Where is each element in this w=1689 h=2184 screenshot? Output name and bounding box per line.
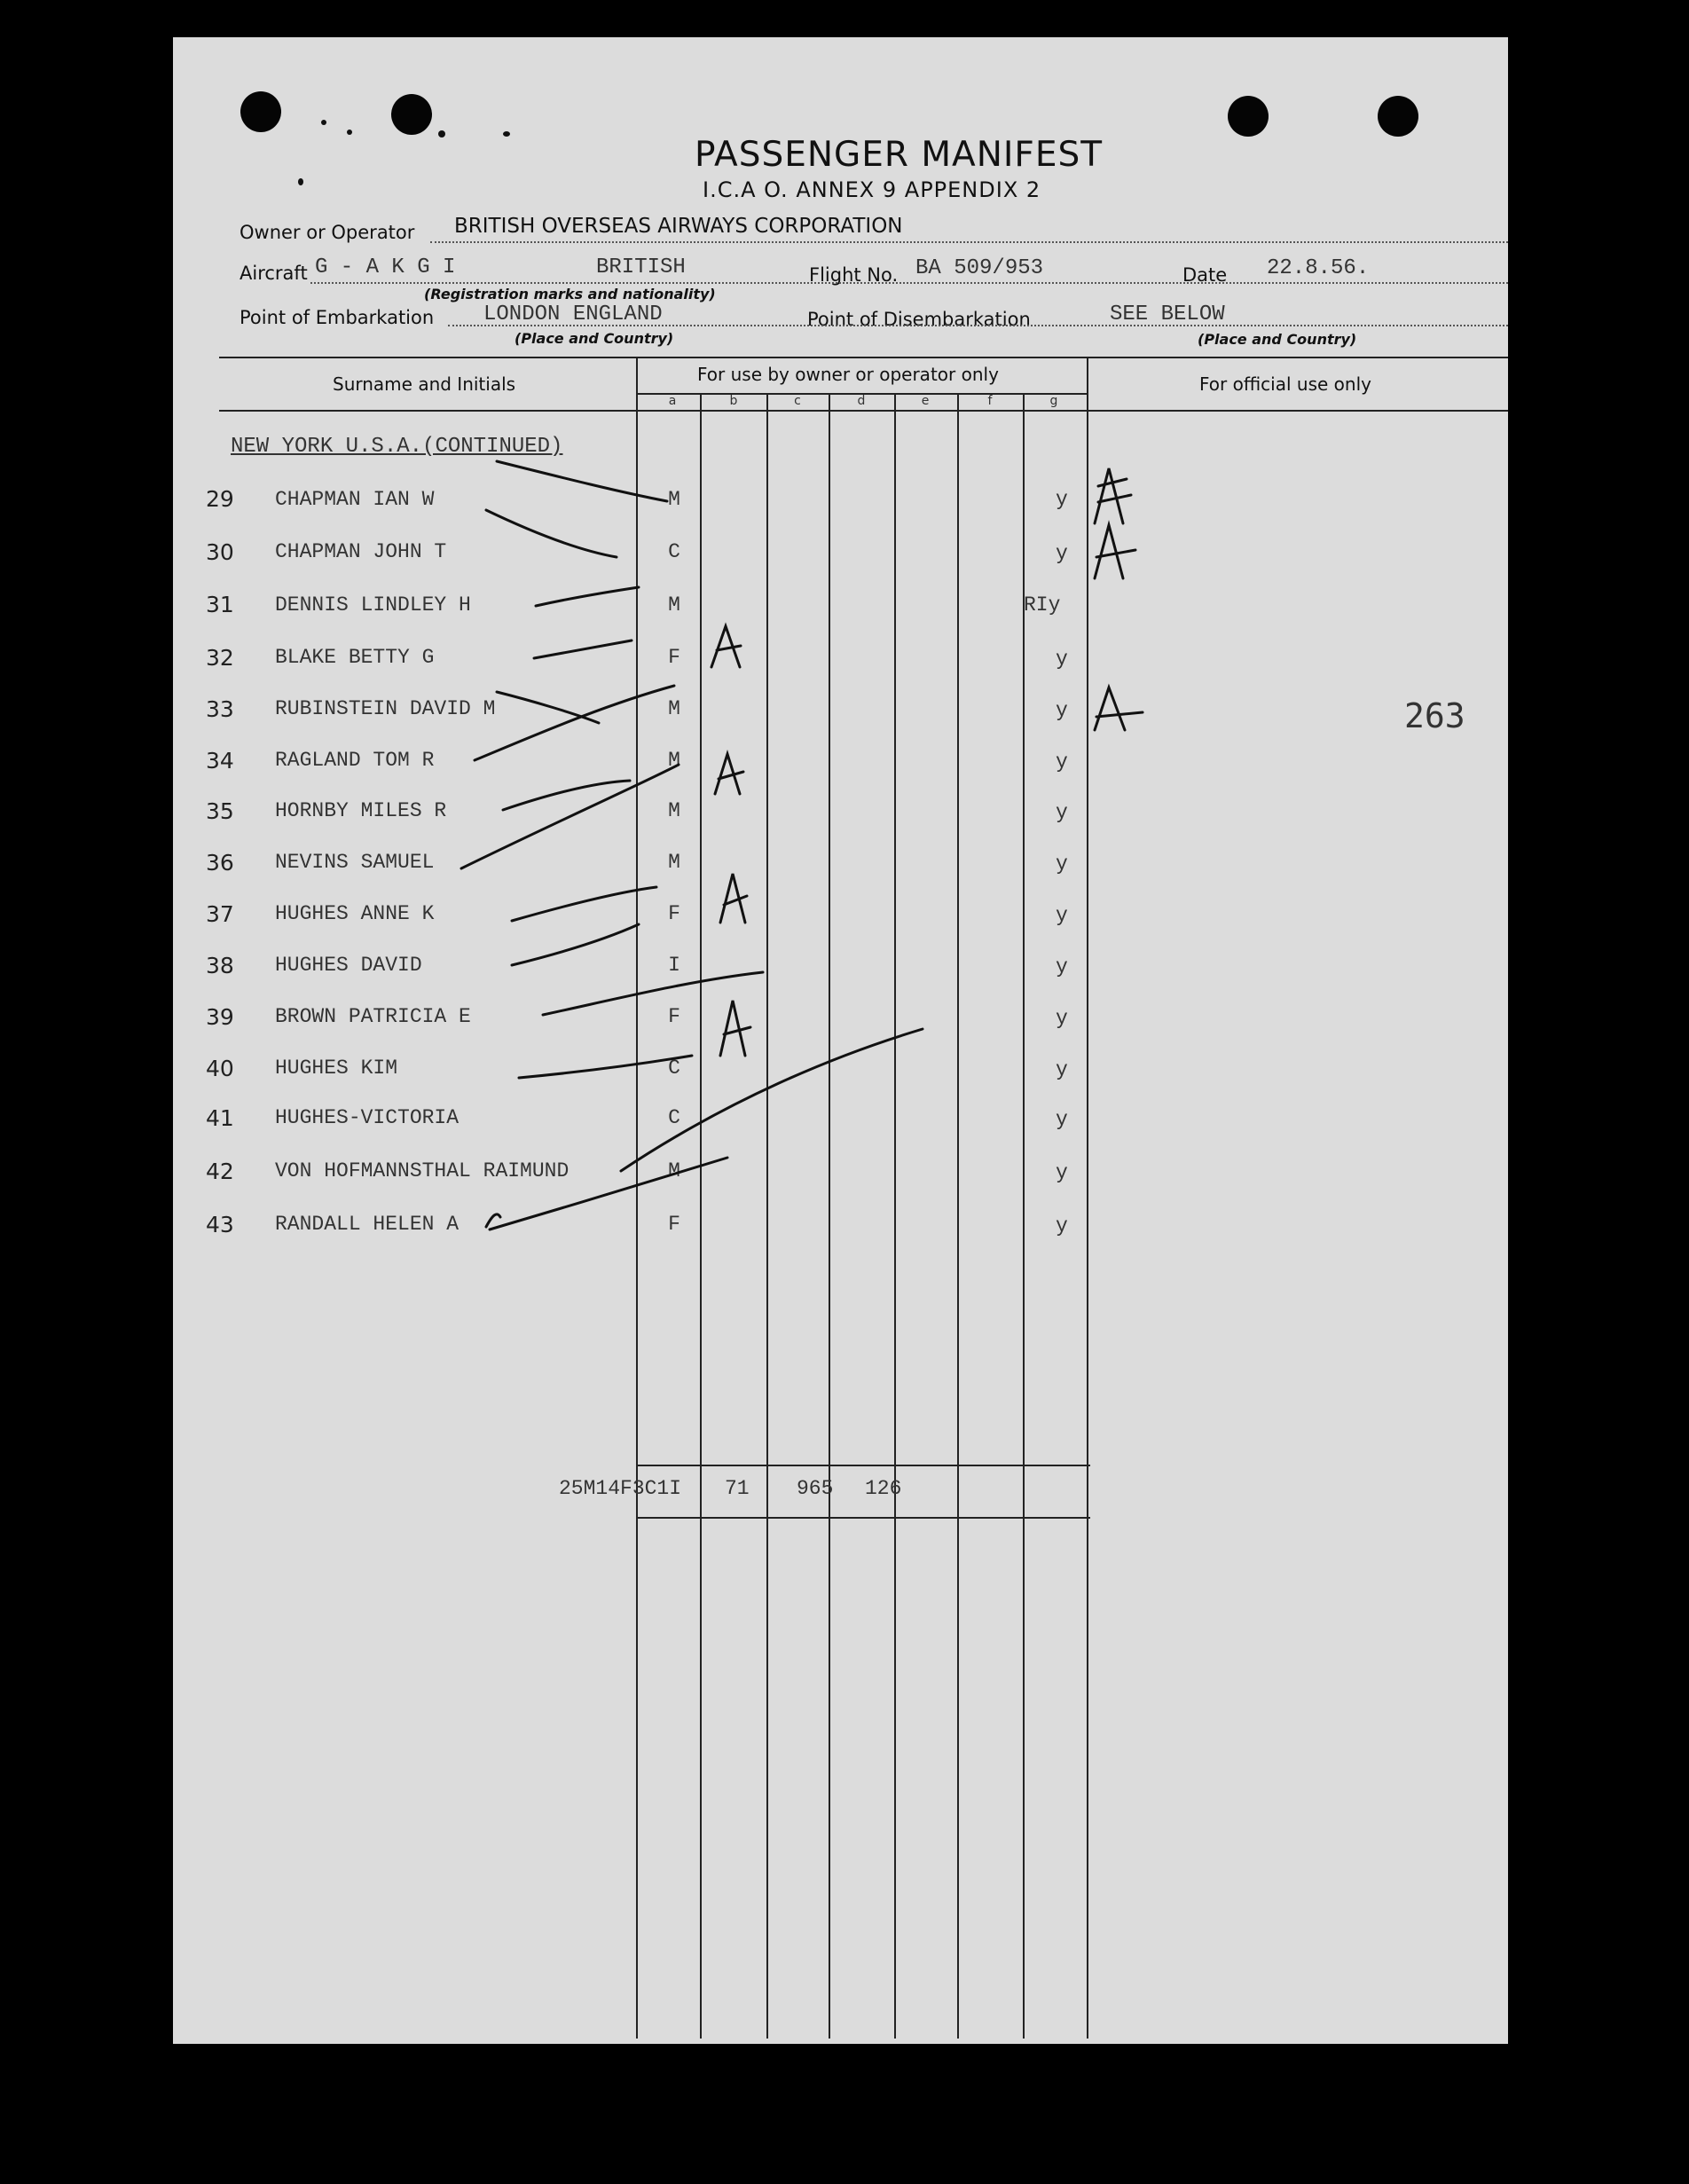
row-code: F	[668, 902, 680, 925]
row-number: 34	[206, 748, 234, 774]
row-number: 32	[206, 645, 234, 671]
row-name: HUGHES DAVID	[275, 954, 422, 977]
row-code: C	[668, 1106, 680, 1129]
col-letter-g: g	[1049, 394, 1058, 408]
row-flag: y	[1056, 1214, 1068, 1237]
row-number: 30	[206, 539, 234, 565]
official-header: For official use only	[1199, 373, 1371, 395]
row-name: RANDALL HELEN A	[275, 1213, 460, 1236]
col-letter-a: a	[668, 394, 677, 408]
row-flag: y	[1056, 1058, 1068, 1081]
row-flag: y	[1056, 699, 1068, 722]
handwritten-a-mark	[720, 1001, 750, 1056]
aircraft-reg: G - A K G I	[315, 255, 456, 279]
row-code: M	[668, 851, 680, 874]
totals-summary: 25M14F3C1I	[559, 1477, 682, 1500]
pen-stroke	[486, 1214, 500, 1227]
totals-d: 126	[865, 1477, 902, 1500]
row-name: BROWN PATRICIA E	[275, 1005, 471, 1028]
row-flag: y	[1056, 1108, 1068, 1131]
flight-label: Flight No.	[809, 264, 899, 286]
row-name: NEVINS SAMUEL	[275, 851, 435, 874]
col-letter-c: c	[794, 394, 801, 408]
row-code: M	[668, 697, 680, 720]
owner-label: Owner or Operator	[240, 222, 415, 243]
pen-stroke	[503, 781, 630, 810]
row-number: 31	[206, 592, 234, 617]
aircraft-label: Aircraft	[240, 263, 308, 284]
row-flag: y	[1056, 1007, 1068, 1030]
row-number: 37	[206, 901, 234, 927]
row-name: HORNBY MILES R	[275, 799, 447, 822]
row-flag: y	[1056, 648, 1068, 671]
pen-stroke	[475, 686, 674, 760]
pen-stroke	[497, 692, 599, 723]
row-number: 36	[206, 850, 234, 876]
pen-stroke	[486, 510, 617, 557]
row-flag: y	[1056, 488, 1068, 511]
embarkation-label: Point of Embarkation	[240, 307, 435, 328]
row-code: F	[668, 646, 680, 669]
disembarkation-note: (Place and Country)	[1198, 331, 1357, 348]
row-flag: y	[1056, 1161, 1068, 1184]
pen-stroke	[519, 1056, 692, 1078]
pen-stroke	[534, 640, 632, 658]
embarkation-note: (Place and Country)	[515, 330, 674, 347]
row-number: 43	[206, 1212, 234, 1237]
row-code: F	[668, 1005, 680, 1028]
row-code: C	[668, 1057, 680, 1080]
row-name: HUGHES-VICTORIA	[275, 1106, 460, 1129]
row-flag: y	[1056, 750, 1068, 774]
row-code: C	[668, 540, 680, 563]
aircraft-nationality: BRITISH	[596, 255, 686, 279]
row-flag: y	[1056, 542, 1068, 565]
handwritten-a-mark	[720, 874, 747, 923]
row-name: CHAPMAN IAN W	[275, 488, 435, 511]
col-letter-f: f	[987, 394, 993, 408]
row-number: 38	[206, 953, 234, 978]
handwritten-a-mark	[1095, 687, 1143, 730]
pen-stroke	[512, 887, 656, 921]
row-code: M	[668, 593, 680, 617]
row-number: 35	[206, 798, 234, 824]
row-code: M	[668, 488, 680, 511]
row-flag: y	[1056, 904, 1068, 927]
handwritten-a-mark	[711, 626, 741, 667]
row-code: M	[668, 1159, 680, 1182]
totals-c-d: 965	[797, 1477, 834, 1500]
registration-note: (Registration marks and nationality)	[424, 286, 716, 302]
row-number: 29	[206, 486, 234, 512]
row-code: F	[668, 1213, 680, 1236]
surname-header: Surname and Initials	[333, 373, 516, 395]
row-code: M	[668, 749, 680, 772]
row-flag: y	[1056, 801, 1068, 824]
row-flag: RIy	[1024, 593, 1061, 617]
row-flag: y	[1056, 955, 1068, 978]
row-name: VON HOFMANNSTHAL RAIMUND	[275, 1159, 570, 1182]
row-code: M	[668, 799, 680, 822]
col-letter-e: e	[921, 394, 930, 408]
row-number: 42	[206, 1159, 234, 1184]
page-number: 263	[1404, 696, 1465, 735]
col-letter-d: d	[857, 394, 866, 408]
row-number: 41	[206, 1105, 234, 1131]
document-subtitle: I.C.A O. ANNEX 9 APPENDIX 2	[703, 177, 1041, 202]
row-number: 33	[206, 696, 234, 722]
pen-stroke	[490, 1158, 727, 1229]
handwritten-a-mark	[1095, 525, 1135, 578]
pen-stroke	[497, 461, 667, 501]
document-title: PASSENGER MANIFEST	[695, 135, 1104, 175]
totals-b: 71	[725, 1477, 750, 1500]
row-name: HUGHES ANNE K	[275, 902, 435, 925]
col-letter-b: b	[729, 394, 738, 408]
row-number: 40	[206, 1056, 234, 1081]
handwritten-a-mark	[715, 754, 743, 794]
disembarkation-value: SEE BELOW	[1110, 302, 1225, 326]
disembarkation-label: Point of Disembarkation	[807, 309, 1031, 330]
row-name: HUGHES KIM	[275, 1057, 398, 1080]
row-name: CHAPMAN JOHN T	[275, 540, 447, 563]
row-code: I	[668, 954, 680, 977]
embarkation-value: LONDON ENGLAND	[483, 302, 663, 326]
pen-stroke	[536, 587, 639, 606]
section-title: NEW YORK U.S.A.(CONTINUED)	[231, 435, 563, 459]
row-number: 39	[206, 1004, 234, 1030]
operator-header: For use by owner or operator only	[697, 364, 999, 385]
date-label: Date	[1182, 264, 1228, 286]
handwritten-a-mark	[1095, 468, 1131, 523]
date-value: 22.8.56.	[1267, 256, 1370, 280]
owner-value: BRITISH OVERSEAS AIRWAYS CORPORATION	[454, 215, 903, 238]
pen-stroke	[621, 1029, 923, 1171]
row-name: DENNIS LINDLEY H	[275, 593, 471, 617]
flight-value: BA 509/953	[915, 256, 1044, 280]
row-name: RAGLAND TOM R	[275, 749, 435, 772]
row-flag: y	[1056, 852, 1068, 876]
row-name: RUBINSTEIN DAVID M	[275, 697, 496, 720]
row-name: BLAKE BETTY G	[275, 646, 435, 669]
pen-stroke	[461, 765, 679, 868]
pen-stroke	[512, 924, 639, 965]
